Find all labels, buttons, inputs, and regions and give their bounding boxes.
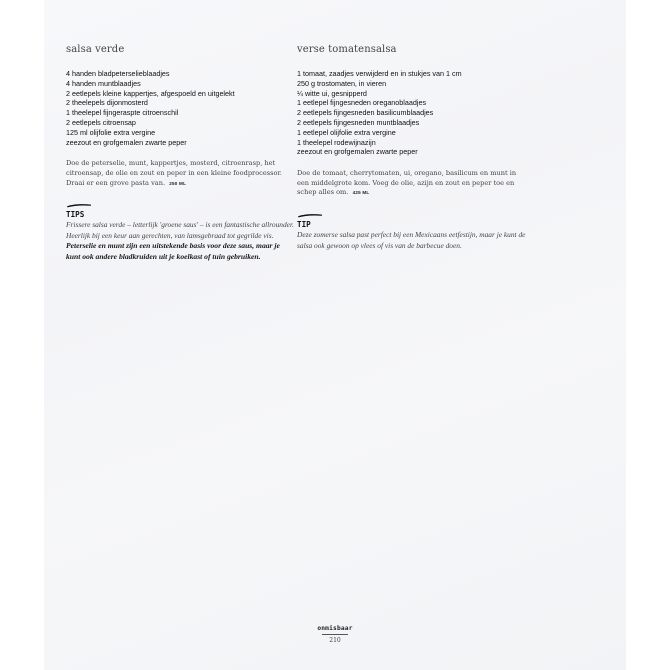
footer-divider xyxy=(322,634,348,635)
ingredient-item: 2 eetlepels fijngesneden muntblaadjes xyxy=(297,117,420,127)
method-text xyxy=(66,159,296,188)
ingredient-item: 2 eetlepels citroensap xyxy=(66,117,136,127)
page-footer xyxy=(0,625,670,644)
ingredient-item: 2 eetlepels fijngesneden basilicumblaadjes xyxy=(297,108,434,118)
ingredient-item: 1 eetlepel fijngesneden oreganoblaadjes xyxy=(297,98,427,108)
book-title: onmisbaar xyxy=(317,625,353,632)
ingredient-item: 125 ml olijfolie extra vergine xyxy=(66,127,156,137)
tips-heading: TIPS xyxy=(66,210,85,220)
yield-label: 250 ML xyxy=(169,180,187,186)
ingredient-item: 2 eetlepels kleine kappertjes, afgespoeld en uitgelekt xyxy=(66,88,235,98)
method-body: Doe de peterselie, munt, kappertjes, mosterd, citroenrasp, het citroensap, de olie en zout en peper in een kleine foodprocessor. Draai er een grove pasta van. xyxy=(66,159,283,187)
recipe-title: verse tomatensalsa xyxy=(297,44,397,55)
ingredient-item: zeezout en grofgemalen zwarte peper xyxy=(297,147,418,157)
recipe-verse-tomatensalsa xyxy=(297,44,527,251)
page-number: 210 xyxy=(329,637,341,644)
recipe-salsa-verde xyxy=(66,44,296,263)
yield-label: 425 ML xyxy=(352,190,370,196)
ingredient-item: 2 theelepels dijonmosterd xyxy=(66,98,148,108)
ingredient-list xyxy=(66,69,296,147)
ingredient-item: ¼ witte ui, gesnipperd xyxy=(297,88,367,98)
ingredient-item: 1 tomaat, zaadjes verwijderd en in stukjes van 1 cm xyxy=(297,69,462,78)
ingredient-item: 1 theelepel fijngeraspte citroenschil xyxy=(66,108,179,118)
ingredient-item: 250 g trostomaten, in vieren xyxy=(297,78,387,88)
ingredient-item: zeezout en grofgemalen zwarte peper xyxy=(66,137,187,147)
brush-stroke-divider xyxy=(297,212,323,218)
brush-stroke-divider xyxy=(66,202,92,208)
recipe-title: salsa verde xyxy=(66,44,125,55)
tips-highlight: Peterselie en munt zijn een uitstekende basis voor deze saus, maar je kunt ook andere bladkruiden uit je koelkast of tuin gebruiken. xyxy=(66,241,280,261)
tips-text: Frissere salsa verde – letterlijk 'groene saus' – is een fantastische allrounder. Heerlijk bij een keur aan gerechten, van lamsgebraad tot gegrilde vis. xyxy=(66,220,294,240)
tips-text: Deze zomerse salsa past perfect bij een Mexicaans eetfestijn, maar je kunt de salsa ook gewoon op vlees of vis van de barbecue doen. xyxy=(297,229,526,250)
ingredient-item: 4 handen bladpeterselieblaadjes xyxy=(66,69,170,78)
ingredient-item: 4 handen muntblaadjes xyxy=(66,78,141,88)
ingredient-item: 1 theelepel rodewijnazijn xyxy=(297,137,376,147)
method-text xyxy=(297,169,527,198)
method-body: Doe de tomaat, cherrytomaten, ui, oregano, basilicum en munt in een middelgrote kom. Voeg de olie, azijn en zout en peper toe en schep alles om. xyxy=(297,169,517,197)
ingredient-list xyxy=(297,69,527,157)
tips-heading: TIP xyxy=(297,219,311,229)
ingredient-item: 1 eetlepel olijfolie extra vergine xyxy=(297,127,396,137)
